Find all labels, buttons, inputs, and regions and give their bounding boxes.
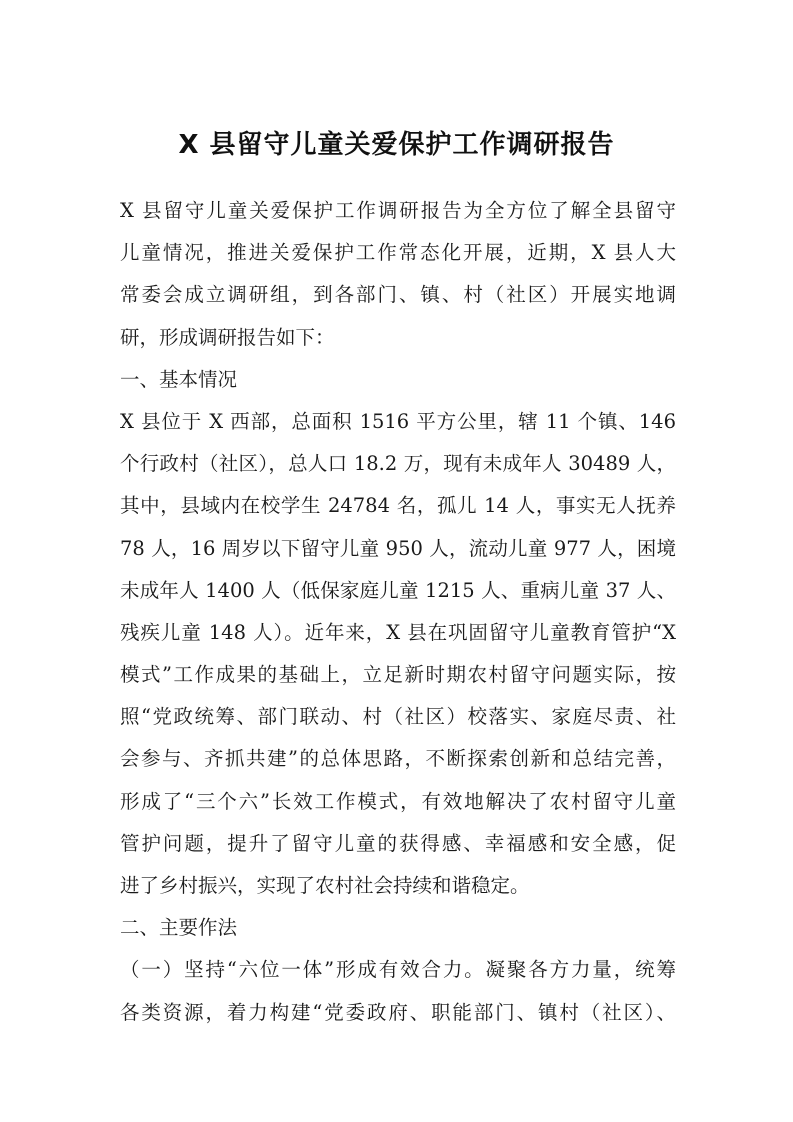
paragraph-line: 模式”工作成果的基础上，立足新时期农村留守问题实际，按 <box>120 663 676 687</box>
paragraph-line: （一）坚持“六位一体”形成有效合力。凝聚各方力量，统筹 <box>120 958 676 982</box>
paragraph-line: 未成年人 1400 人（低保家庭儿童 1215 人、重病儿童 37 人、 <box>120 578 676 602</box>
paragraph-line: 残疾儿童 148 人）。近年来，X 县在巩固留守儿童教育管护“X <box>120 620 676 644</box>
paragraph-line: 会参与、齐抓共建”的总体思路，不断探索创新和总结完善， <box>120 747 676 771</box>
section-heading: 一、基本情况 <box>120 367 238 391</box>
paragraph-line: 各类资源，着力构建“党委政府、职能部门、镇村（社区）、 <box>120 1000 676 1024</box>
paragraph-line: 研，形成调研报告如下： <box>120 325 335 349</box>
section-heading: 二、主要作法 <box>120 916 238 940</box>
paragraph-line: 个行政村（社区），总人口 18.2 万，现有未成年人 30489 人， <box>120 452 676 476</box>
paragraph-line: X 县位于 X 西部，总面积 1516 平方公里，辖 11 个镇、146 <box>120 409 676 433</box>
paragraph-line: 78 人，16 周岁以下留守儿童 950 人，流动儿童 977 人，困境 <box>120 536 676 560</box>
paragraph-line: 照“党政统筹、部门联动、村（社区）校落实、家庭尽责、社 <box>120 705 676 729</box>
paragraph-line: 其中，县域内在校学生 24784 名，孤儿 14 人，事实无人抚养 <box>120 494 676 518</box>
paragraph-line: 儿童情况，推进关爱保护工作常态化开展，近期，X 县人大 <box>120 241 676 265</box>
paragraph-line: 形成了“三个六”长效工作模式，有效地解决了农村留守儿童 <box>120 789 676 813</box>
paragraph-line: X 县留守儿童关爱保护工作调研报告为全方位了解全县留守 <box>120 199 676 222</box>
paragraph-line: 管护问题，提升了留守儿童的获得感、幸福感和安全感，促 <box>120 831 676 855</box>
paragraph-line: 常委会成立调研组，到各部门、镇、村（社区）开展实地调 <box>120 283 676 307</box>
document-body <box>120 190 676 1034</box>
paragraph-line: 进了乡村振兴，实现了农村社会持续和谐稳定。 <box>120 874 530 897</box>
document-title: X 县留守儿童关爱保护工作调研报告 <box>178 130 615 160</box>
